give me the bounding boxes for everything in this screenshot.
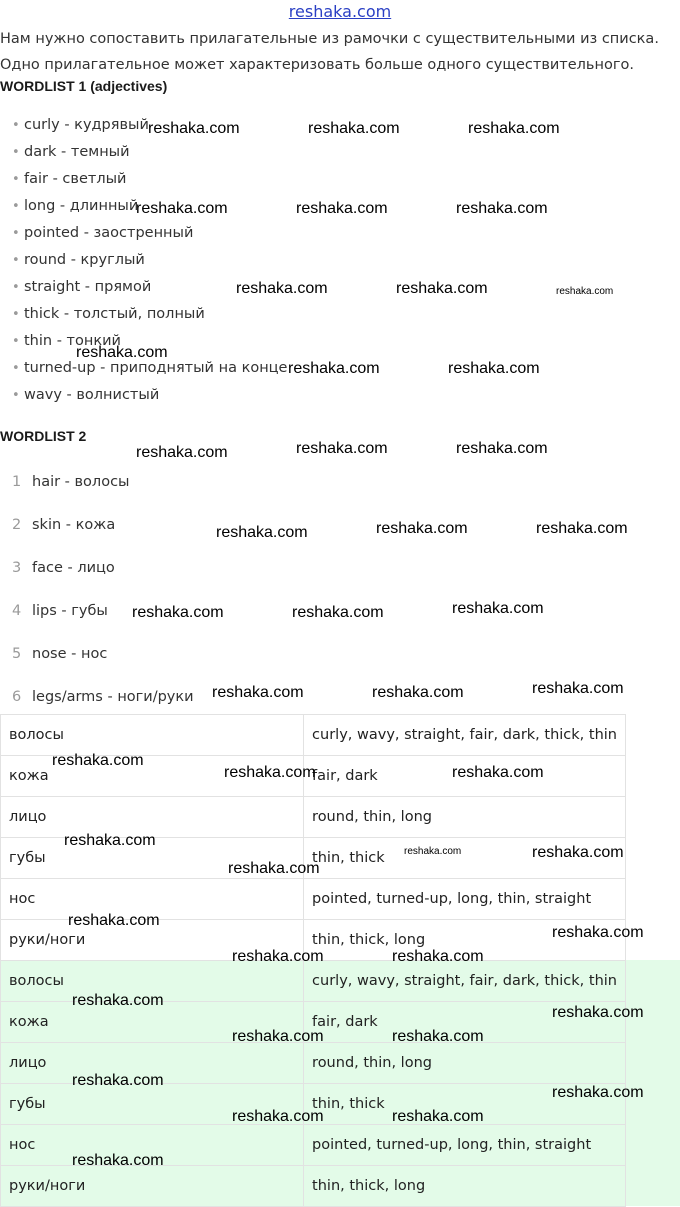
noun-cell: кожа: [1, 1002, 304, 1043]
adjectives-cell: thin, thick, long: [304, 1166, 626, 1207]
item-number: 3: [12, 560, 22, 576]
bullet-icon: •: [12, 145, 20, 160]
adjective-text: dark - темный: [24, 144, 130, 160]
noun-cell: кожа: [1, 756, 304, 797]
watermark: reshaka.com: [404, 846, 462, 857]
watermark: reshaka.com: [232, 948, 324, 965]
noun-cell: лицо: [1, 1043, 304, 1084]
watermark: reshaka.com: [468, 120, 560, 137]
watermark: reshaka.com: [392, 1028, 484, 1045]
noun-text: face - лицо: [32, 560, 115, 576]
watermark: reshaka.com: [456, 440, 548, 457]
noun-cell: лицо: [1, 797, 304, 838]
watermark: reshaka.com: [452, 764, 544, 781]
watermark: reshaka.com: [136, 200, 228, 217]
table-row: [1, 1166, 626, 1207]
watermark: reshaka.com: [556, 286, 614, 297]
list-item: [12, 248, 287, 275]
site-title-link[interactable]: reshaka.com: [288, 2, 392, 21]
watermark: reshaka.com: [292, 604, 384, 621]
adjectives-cell: curly, wavy, straight, fair, dark, thick, thin: [304, 961, 626, 1002]
adjectives-cell: curly, wavy, straight, fair, dark, thick, thin: [304, 715, 626, 756]
item-number: 1: [12, 474, 22, 490]
watermark: reshaka.com: [228, 860, 320, 877]
list-item: [12, 383, 287, 410]
item-number: 5: [12, 646, 22, 662]
watermark: reshaka.com: [296, 440, 388, 457]
watermark: reshaka.com: [132, 604, 224, 621]
item-number: 2: [12, 517, 22, 533]
adjectives-cell: fair, dark: [304, 756, 626, 797]
watermark: reshaka.com: [392, 948, 484, 965]
watermark: reshaka.com: [52, 752, 144, 769]
bullet-icon: •: [12, 307, 20, 322]
watermark: reshaka.com: [552, 1084, 644, 1101]
noun-cell: волосы: [1, 715, 304, 756]
bullet-icon: •: [12, 199, 20, 214]
watermark: reshaka.com: [148, 120, 240, 137]
intro-line: Нам нужно сопоставить прилагательные из рамочки с существительными из списка.: [0, 31, 659, 47]
adjectives-cell: thin, thick: [304, 1084, 626, 1125]
watermark: reshaka.com: [72, 992, 164, 1009]
adjective-text: pointed - заостренный: [24, 225, 194, 241]
bullet-icon: •: [12, 118, 20, 133]
adjective-text: turned-up - приподнятый на конце: [24, 360, 288, 376]
adjectives-cell: round, thin, long: [304, 1043, 626, 1084]
wordlist1-heading: WORDLIST 1 (adjectives): [0, 78, 168, 94]
bullet-icon: •: [12, 334, 20, 349]
list-item: [12, 468, 194, 511]
watermark: reshaka.com: [232, 1108, 324, 1125]
bullet-icon: •: [12, 280, 20, 295]
list-item: [12, 221, 287, 248]
adjective-text: round - круглый: [24, 252, 145, 268]
bullet-icon: •: [12, 172, 20, 187]
table-row: [1, 715, 626, 756]
adjective-text: thick - толстый, полный: [24, 306, 205, 322]
noun-list: [12, 468, 194, 726]
noun-cell: руки/ноги: [1, 1166, 304, 1207]
adjective-text: wavy - волнистый: [24, 387, 160, 403]
bullet-icon: •: [12, 361, 20, 376]
adjectives-cell: thin, thick, long: [304, 920, 626, 961]
noun-cell: руки/ноги: [1, 920, 304, 961]
watermark: reshaka.com: [224, 764, 316, 781]
watermark: reshaka.com: [392, 1108, 484, 1125]
list-item: [12, 302, 287, 329]
watermark: reshaka.com: [452, 600, 544, 617]
adjectives-cell: pointed, turned-up, long, thin, straight: [304, 1125, 626, 1166]
list-item: [12, 511, 194, 554]
watermark: reshaka.com: [536, 520, 628, 537]
task-intro: [0, 26, 680, 78]
watermark: reshaka.com: [68, 912, 160, 929]
watermark: reshaka.com: [396, 280, 488, 297]
adjective-list: [12, 113, 287, 410]
list-item: [12, 167, 287, 194]
watermark: reshaka.com: [456, 200, 548, 217]
noun-text: nose - нос: [32, 646, 108, 662]
noun-cell: губы: [1, 838, 304, 879]
noun-cell: волосы: [1, 961, 304, 1002]
watermark: reshaka.com: [532, 844, 624, 861]
watermark: reshaka.com: [64, 832, 156, 849]
adjectives-cell: round, thin, long: [304, 797, 626, 838]
intro-line: Одно прилагательное может характеризовать больше одного существительного.: [0, 57, 634, 73]
watermark: reshaka.com: [216, 524, 308, 541]
bullet-icon: •: [12, 226, 20, 241]
noun-cell: нос: [1, 879, 304, 920]
watermark: reshaka.com: [72, 1072, 164, 1089]
wordlist2-heading: WORDLIST 2: [0, 428, 87, 444]
adjective-text: straight - прямой: [24, 279, 152, 295]
adjectives-cell: pointed, turned-up, long, thin, straight: [304, 879, 626, 920]
watermark: reshaka.com: [76, 344, 168, 361]
noun-cell: губы: [1, 1084, 304, 1125]
bullet-icon: •: [12, 388, 20, 403]
watermark: reshaka.com: [72, 1152, 164, 1169]
adjective-text: long - длинный: [24, 198, 139, 214]
adjectives-cell: fair, dark: [304, 1002, 626, 1043]
watermark: reshaka.com: [552, 924, 644, 941]
watermark: reshaka.com: [552, 1004, 644, 1021]
watermark: reshaka.com: [136, 444, 228, 461]
noun-text: hair - волосы: [32, 474, 130, 490]
list-item: [12, 554, 194, 597]
watermark: reshaka.com: [288, 360, 380, 377]
watermark: reshaka.com: [296, 200, 388, 217]
noun-cell: нос: [1, 1125, 304, 1166]
adjective-text: fair - светлый: [24, 171, 127, 187]
watermark: reshaka.com: [372, 684, 464, 701]
noun-text: legs/arms - ноги/руки: [32, 689, 194, 705]
noun-text: skin - кожа: [32, 517, 116, 533]
watermark: reshaka.com: [532, 680, 624, 697]
adjectives-cell: thin, thick: [304, 838, 626, 879]
item-number: 4: [12, 603, 22, 619]
adjective-text: thin - тонкий: [24, 333, 121, 349]
adjective-text: curly - кудрявый: [24, 117, 149, 133]
item-number: 6: [12, 689, 22, 705]
watermark: reshaka.com: [376, 520, 468, 537]
watermark: reshaka.com: [212, 684, 304, 701]
list-item: [12, 640, 194, 683]
watermark: reshaka.com: [236, 280, 328, 297]
list-item: [12, 140, 287, 167]
watermark: reshaka.com: [308, 120, 400, 137]
watermark: reshaka.com: [448, 360, 540, 377]
bullet-icon: •: [12, 253, 20, 268]
watermark: reshaka.com: [232, 1028, 324, 1045]
noun-text: lips - губы: [32, 603, 108, 619]
